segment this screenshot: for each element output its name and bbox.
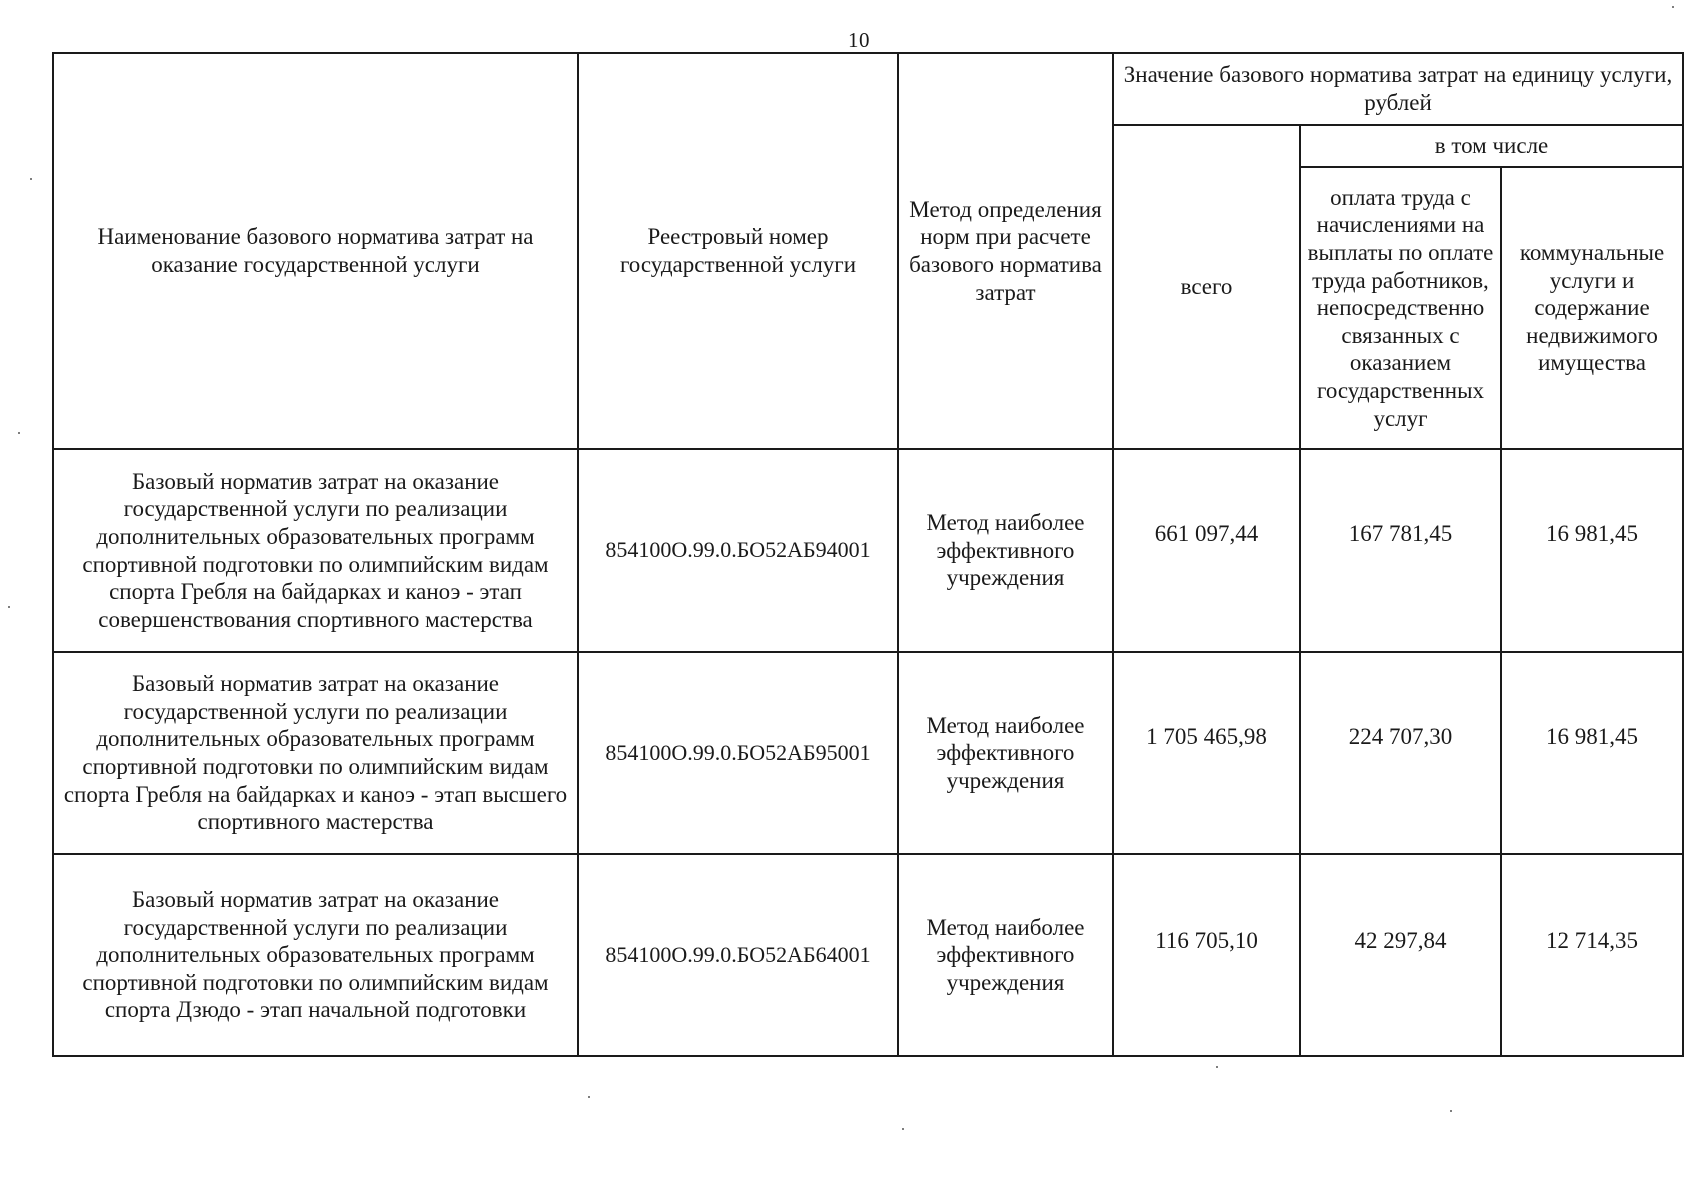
scan-speck [18,432,20,434]
scan-speck [588,1096,590,1098]
header-name: Наименование базового норматива затрат на оказание государственной услуги [53,53,578,449]
row-utilities: 16 981,45 [1501,652,1683,854]
scan-speck [1450,1110,1452,1112]
row-name: Базовый норматив затрат на оказание государственной услуги по реализации дополнительных образовательных программ спортивной подготовки по олимпийским видам спорта Дзюдо - этап начальной подготовки [53,854,578,1056]
row-utilities: 12 714,35 [1501,854,1683,1056]
row-method: Метод наиболее эффективного учреждения [898,652,1113,854]
scan-speck [30,178,32,180]
header-value-group: Значение базового норматива затрат на единицу услуги, рублей [1113,53,1683,125]
scan-speck [1216,1066,1218,1068]
row-registry-number: 854100О.99.0.БО52АБ64001 [578,854,898,1056]
row-total: 116 705,10 [1113,854,1300,1056]
header-including: в том числе [1300,125,1683,167]
scan-speck [902,1128,904,1130]
row-name: Базовый норматив затрат на оказание государственной услуги по реализации дополнительных образовательных программ спортивной подготовки по олимпийским видам спорта Гребля на байдарках и каноэ - этап высшего спортивного мастерства [53,652,578,854]
row-registry-number: 854100О.99.0.БО52АБ94001 [578,449,898,652]
row-method: Метод наиболее эффективного учреждения [898,854,1113,1056]
cost-norms-table [52,52,1684,1057]
header-registry-number: Реестровый номер государственной услуги [578,53,898,449]
row-salary: 42 297,84 [1300,854,1501,1056]
scan-speck [1672,6,1674,8]
row-salary: 167 781,45 [1300,449,1501,652]
header-salary: оплата труда с начислениями на выплаты по оплате труда работников, непосредственно связанных с оказанием государственных услуг [1300,167,1501,449]
row-salary: 224 707,30 [1300,652,1501,854]
row-registry-number: 854100О.99.0.БО52АБ95001 [578,652,898,854]
page-number: 10 [848,28,870,52]
header-total: всего [1113,125,1300,449]
scan-speck [8,606,10,608]
row-total: 661 097,44 [1113,449,1300,652]
row-total: 1 705 465,98 [1113,652,1300,854]
table-row [53,652,1683,854]
row-method: Метод наиболее эффективного учреждения [898,449,1113,652]
row-name: Базовый норматив затрат на оказание государственной услуги по реализации дополнительных образовательных программ спортивной подготовки по олимпийским видам спорта Гребля на байдарках и каноэ - этап совершенствования спортивного мастерства [53,449,578,652]
table-row [53,449,1683,652]
table-row [53,854,1683,1056]
header-utilities: коммунальные услуги и содержание недвижимого имущества [1501,167,1683,449]
header-method: Метод определения норм при расчете базового норматива затрат [898,53,1113,449]
row-utilities: 16 981,45 [1501,449,1683,652]
